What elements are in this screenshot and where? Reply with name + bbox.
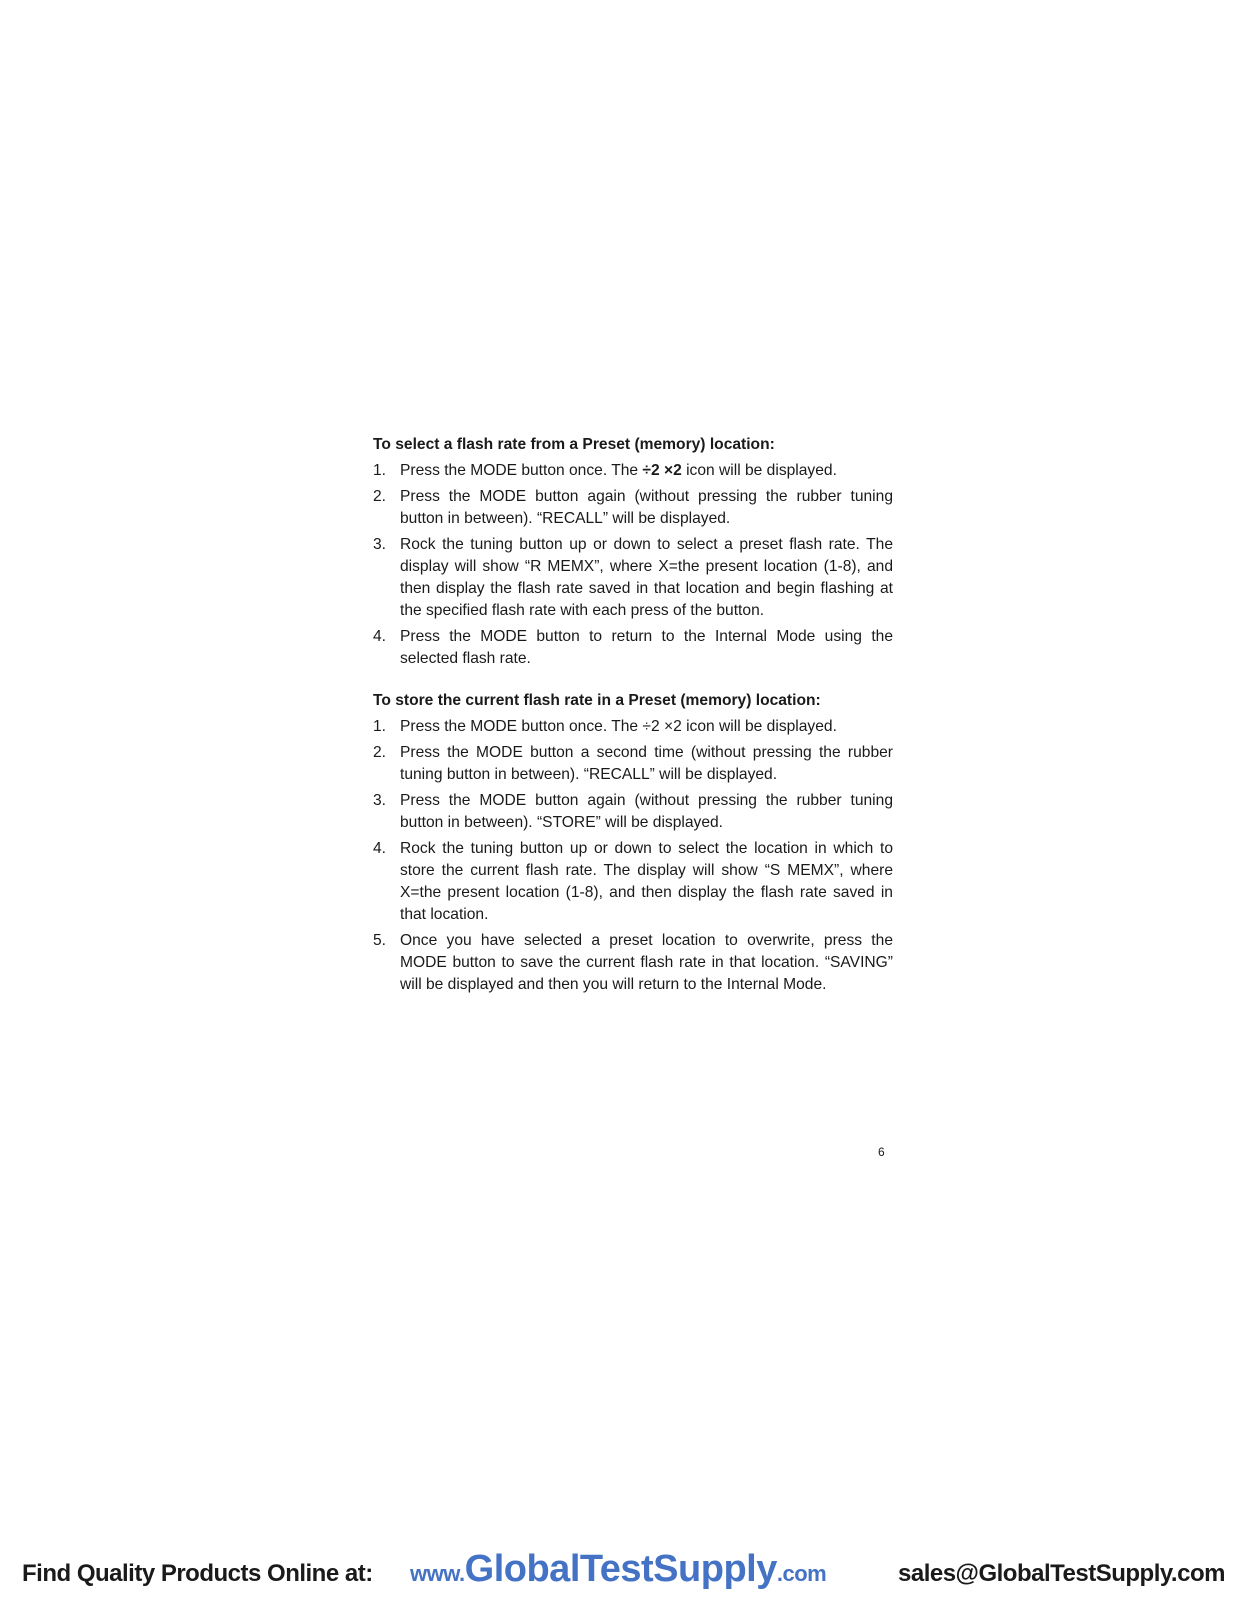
page-number: 6 — [878, 1145, 885, 1159]
step-number: 2. — [373, 744, 387, 761]
site-prefix: www. — [410, 1561, 465, 1586]
email-link[interactable]: sales@GlobalTestSupply.com — [898, 1560, 1225, 1587]
step-text: Press the MODE button to return to the Internal Mode using the selected flash rate. — [400, 628, 893, 667]
step-number: 1. — [373, 462, 387, 479]
step-text: Press the MODE button once. The ÷2 ×2 icon will be displayed. — [400, 718, 837, 735]
step-text: Press the MODE button a second time (without pressing the rubber tuning button in between). “RECALL” will be displayed. — [400, 744, 893, 783]
step-text: Rock the tuning button up or down to select a preset flash rate. The display will show “R MEMX”, where X=the present location (1-8), and then display the flash rate saved in that location and begin flashing at the specified flash rate with each press of the button. — [400, 536, 893, 619]
step-number: 3. — [373, 792, 387, 809]
list-item — [373, 486, 893, 530]
step-number: 2. — [373, 488, 387, 505]
list-item — [373, 930, 893, 996]
document-body — [373, 434, 893, 1000]
site-name: GlobalTestSupply — [464, 1548, 777, 1590]
list-item — [373, 534, 893, 622]
list-item — [373, 790, 893, 834]
section-heading-select: To select a flash rate from a Preset (memory) location: — [373, 436, 775, 453]
step-text: Once you have selected a preset location to overwrite, press the MODE button to save the current flash rate in that location. “SAVING” will be displayed and then you will return to the Internal Mode. — [400, 932, 893, 993]
step-text: Press the MODE button again (without pressing the rubber tuning button in between). “RECALL” will be displayed. — [400, 488, 893, 527]
step-number: 5. — [373, 932, 387, 949]
step-number: 3. — [373, 536, 387, 553]
step-text-before: Press the MODE button once. The — [400, 462, 643, 479]
list-item — [373, 626, 893, 670]
section-heading-store: To store the current flash rate in a Preset (memory) location: — [373, 692, 821, 709]
list-item — [373, 716, 893, 738]
list-item — [373, 742, 893, 786]
list-item — [373, 838, 893, 926]
step-text: Rock the tuning button up or down to select the location in which to store the current flash rate. The display will show “S MEMX”, where X=the present location (1-8), and then display the flash rate saved in that location. — [400, 840, 893, 923]
website-link[interactable] — [410, 1548, 826, 1591]
step-number: 4. — [373, 628, 387, 645]
step-text: Press the MODE button again (without pressing the rubber tuning button in between). “STORE” will be displayed. — [400, 792, 893, 831]
footer-banner — [0, 1548, 1237, 1600]
divide-multiply-icon-label: ÷2 ×2 — [642, 462, 682, 479]
step-number: 4. — [373, 840, 387, 857]
list-item — [373, 460, 893, 482]
site-suffix: .com — [776, 1561, 827, 1586]
step-text-after: icon will be displayed. — [681, 462, 837, 479]
step-number: 1. — [373, 718, 387, 735]
select-steps-list — [373, 460, 893, 670]
footer-tagline: Find Quality Products Online at: — [22, 1560, 373, 1587]
store-steps-list — [373, 716, 893, 996]
